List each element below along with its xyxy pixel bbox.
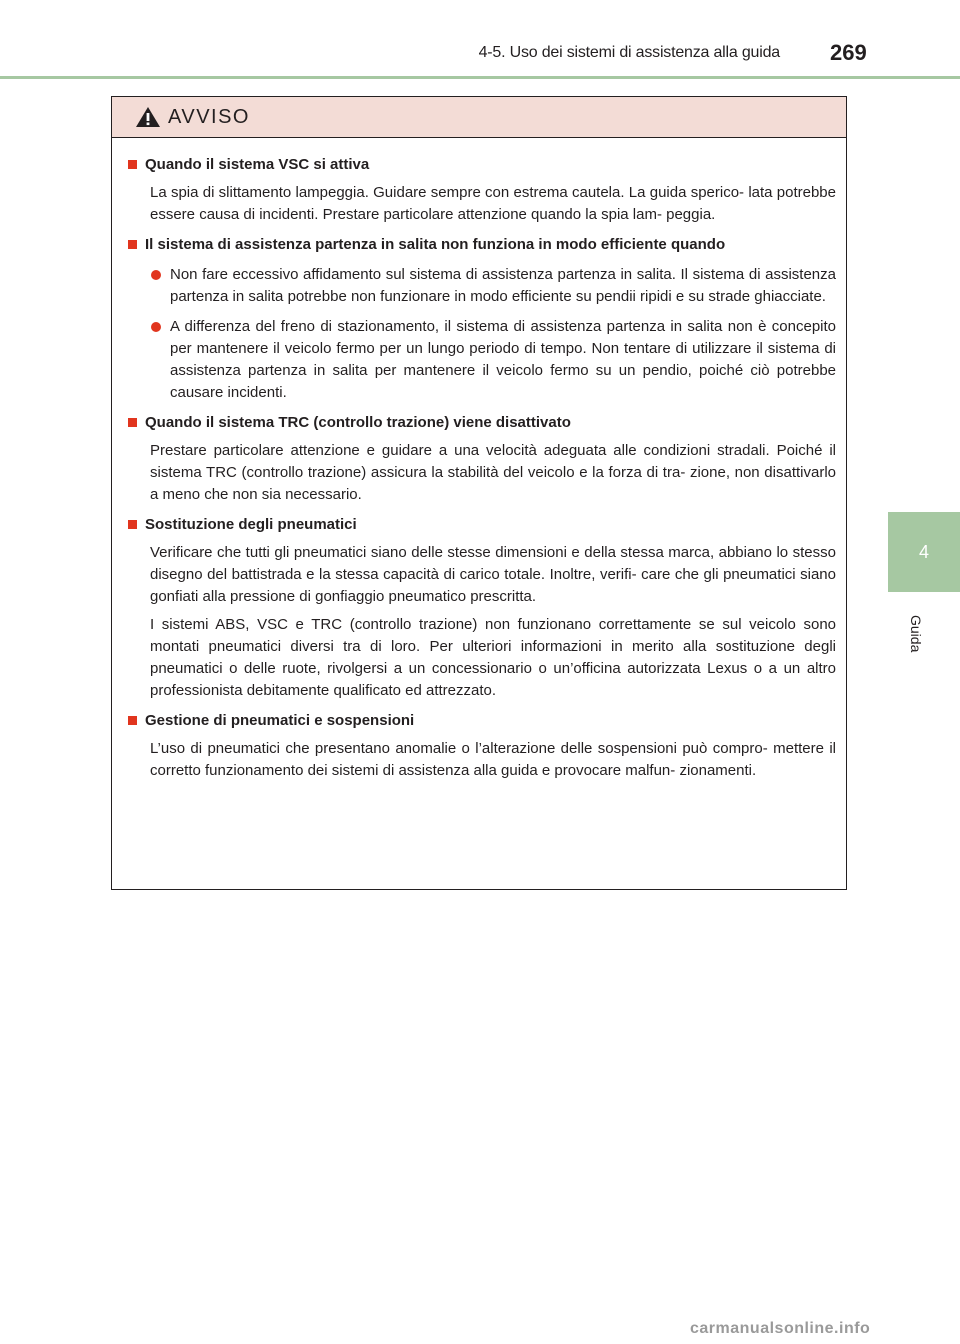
bullet-text: Non fare eccessivo affidamento sul sistema di assistenza partenza in salita. Il sistema di assistenza partenza in salita potrebbe non funzionare in modo efficiente su pendii ripidi e su strade ghiacciate.: [170, 266, 836, 305]
section-heading: [126, 710, 836, 732]
section-heading-text: Quando il sistema TRC (controllo trazione) viene disattivato: [145, 414, 571, 431]
section-paragraph: I sistemi ABS, VSC e TRC (controllo trazione) non funzionano correttamente se sul veicolo sono montati pneumatici diversi tra di loro. Per ulteriori informazioni in merito alla sostituzione degli pneumatici o delle ruote, rivolgersi a un concessionario o un’officina autorizzata Lexus o a un altro professionista debitamente qualificato ed attrezzato.: [150, 616, 836, 699]
bullet-item: [150, 264, 836, 308]
section-heading: [126, 514, 836, 536]
section-paragraph: La spia di slittamento lampeggia. Guidare sempre con estrema cautela. La guida sperico- lata potrebbe essere causa di incidenti. Prestare particolare attenzione quando la spia lam- peggia.: [150, 184, 836, 223]
section-heading: [126, 234, 836, 256]
bullet-text: A differenza del freno di stazionamento, il sistema di assistenza partenza in salita non è concepito per mantenere il veicolo fermo per un lungo periodo di tempo. Non tentare di utilizzare il sistema di assistenza partenza in salita per mantenere il veicolo fermo su un pendio, poiché ciò potrebbe causare incidenti.: [170, 318, 836, 401]
watermark: carmanualsonline.info: [690, 1320, 871, 1337]
warning-title: AVVISO: [168, 105, 250, 128]
dot-bullet-icon: [151, 270, 161, 280]
section-heading: [126, 412, 836, 434]
section-heading-text: Il sistema di assistenza partenza in salita non funziona in modo efficiente quando: [145, 236, 726, 253]
section-heading-text: Sostituzione degli pneumatici: [145, 516, 357, 533]
warning-section: [126, 154, 836, 226]
section-heading-text: Gestione di pneumatici e sospensioni: [145, 712, 415, 729]
chapter-label: Guida: [908, 615, 924, 653]
square-bullet-icon: [128, 240, 137, 249]
square-bullet-icon: [128, 418, 137, 427]
page-number: 269: [830, 40, 867, 65]
warning-triangle-icon: [134, 105, 162, 129]
warning-section: [126, 514, 836, 702]
section-paragraph: L’uso di pneumatici che presentano anomalie o l’alterazione delle sospensioni può compro- mettere il corretto funzionamento dei sistemi di assistenza alla guida e provocare malfun- zionamenti.: [150, 740, 836, 779]
section-paragraph: Verificare che tutti gli pneumatici siano delle stesse dimensioni e della stessa marca, abbiano lo stesso disegno del battistrada e la stessa capacità di carico totale. Inoltre, verifi- care che gli pneumatici siano gonfiati alla pressione di gonfiaggio pneumatico prescritta.: [150, 544, 836, 605]
section-heading-text: Quando il sistema VSC si attiva: [145, 156, 370, 173]
dot-bullet-icon: [151, 322, 161, 332]
warning-header: [112, 97, 846, 138]
square-bullet-icon: [128, 160, 137, 169]
warning-body: [112, 138, 846, 782]
square-bullet-icon: [128, 716, 137, 725]
chapter-tab: 4: [888, 512, 960, 592]
warning-box: [111, 96, 847, 890]
section-paragraph: Prestare particolare attenzione e guidare a una velocità adeguata alle condizioni stradali. Poiché il sistema TRC (controllo trazione) assicura la stabilità del veicolo e la forza di tra- zione, non disattivarlo a meno che non sia necessario.: [150, 442, 836, 503]
section-heading: [126, 154, 836, 176]
warning-section: [126, 412, 836, 506]
bullet-item: [150, 316, 836, 404]
square-bullet-icon: [128, 520, 137, 529]
header-divider: [0, 76, 960, 79]
warning-section: [126, 234, 836, 404]
section-title: 4-5. Uso dei sistemi di assistenza alla guida: [478, 44, 780, 61]
warning-section: [126, 710, 836, 782]
